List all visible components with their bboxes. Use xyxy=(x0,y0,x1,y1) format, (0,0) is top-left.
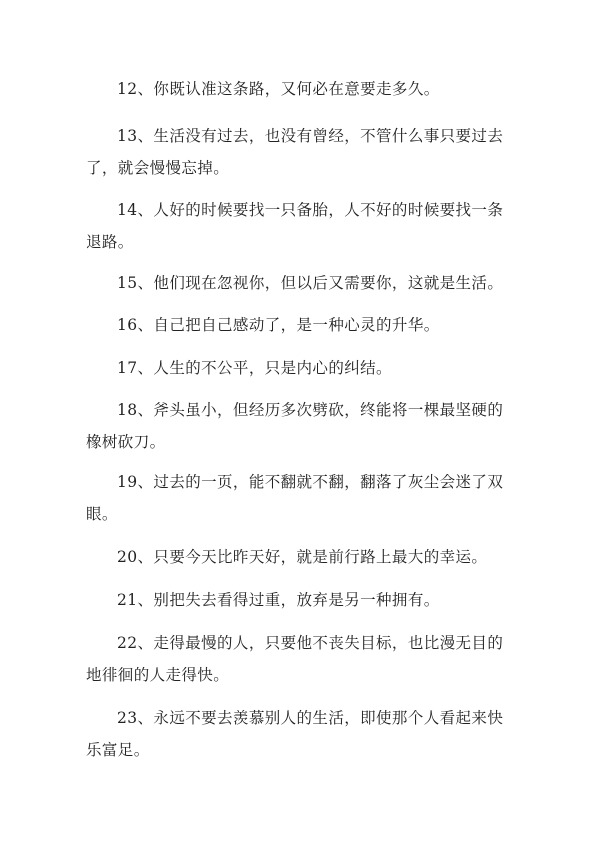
paragraph-18 xyxy=(86,394,516,458)
paragraph-20 xyxy=(86,541,516,573)
paragraph-text: 15、他们现在忽视你，但以后又需要你，这就是生活。 xyxy=(117,274,504,292)
paragraph-22 xyxy=(86,627,516,691)
paragraph-text: 20、只要今天比昨天好，就是前行路上最大的幸运。 xyxy=(117,548,488,566)
paragraph-text: 22、走得最慢的人，只要他不丧失目标，也比漫无目的地徘徊的人走得快。 xyxy=(86,634,504,684)
paragraph-14 xyxy=(86,194,516,258)
paragraph-15 xyxy=(86,267,516,299)
paragraph-text: 21、别把失去看得过重，放弃是另一种拥有。 xyxy=(117,591,440,609)
paragraph-16 xyxy=(86,309,516,341)
paragraph-text: 14、人好的时候要找一只备胎，人不好的时候要找一条退路。 xyxy=(86,201,504,251)
paragraph-21 xyxy=(86,584,516,616)
paragraph-text: 16、自己把自己感动了，是一种心灵的升华。 xyxy=(117,316,440,334)
paragraph-text: 19、过去的一页，能不翻就不翻，翻落了灰尘会迷了双眼。 xyxy=(86,473,504,523)
paragraph-text: 18、斧头虽小，但经历多次劈砍，终能将一棵最坚硬的橡树砍刀。 xyxy=(86,401,504,451)
paragraph-17 xyxy=(86,352,516,384)
paragraph-23 xyxy=(86,702,516,766)
paragraph-text: 23、永远不要去羡慕别人的生活，即使那个人看起来快乐富足。 xyxy=(86,709,504,759)
paragraph-text: 13、生活没有过去，也没有曾经，不管什么事只要过去了，就会慢慢忘掉。 xyxy=(86,127,504,177)
paragraph-13 xyxy=(86,120,516,184)
paragraph-text: 12、你既认准这条路，又何必在意要走多久。 xyxy=(117,80,440,98)
paragraph-19 xyxy=(86,466,516,530)
paragraph-12 xyxy=(86,73,516,105)
paragraph-text: 17、人生的不公平，只是内心的纠结。 xyxy=(117,359,392,377)
